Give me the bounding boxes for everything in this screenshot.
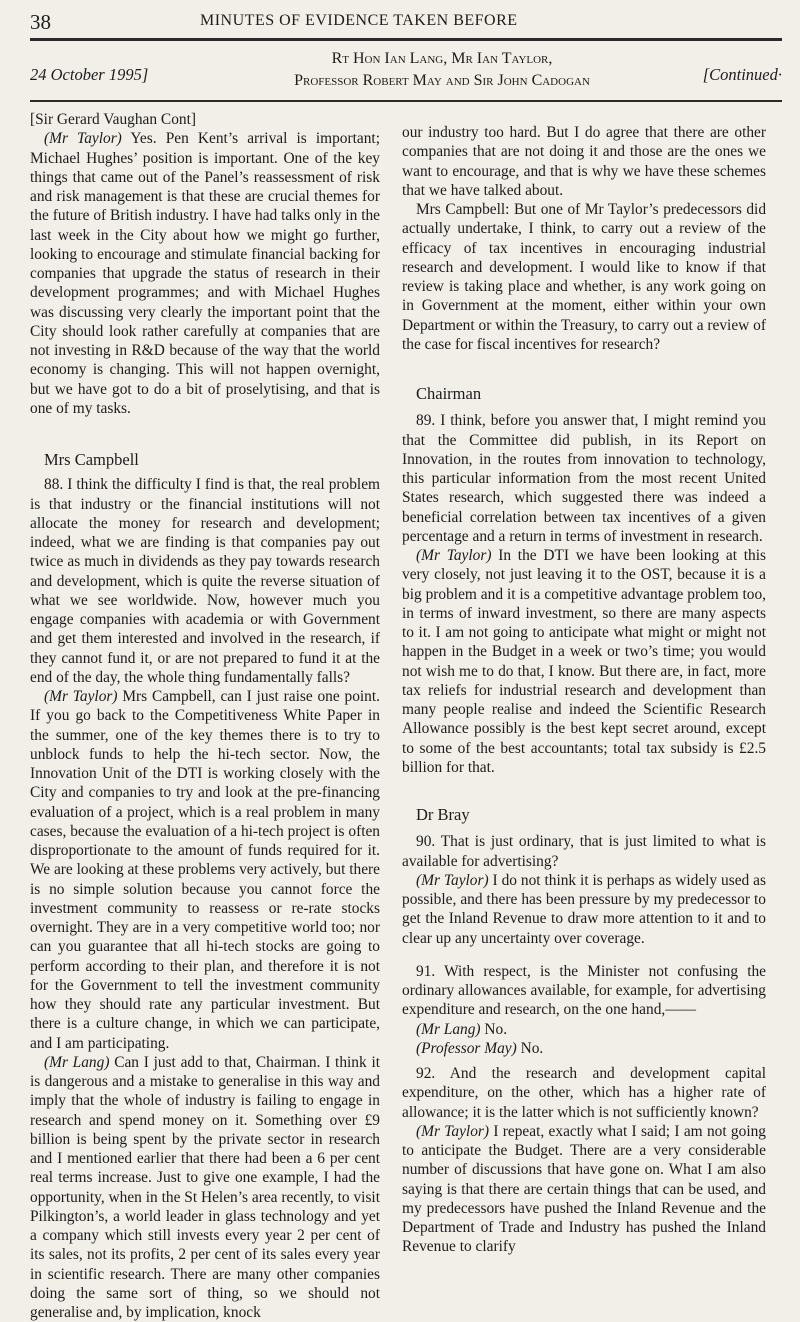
speaker-label: Mrs Campbell: bbox=[416, 201, 510, 218]
answer-90-taylor bbox=[402, 871, 766, 948]
answer-text: No. bbox=[516, 1039, 544, 1057]
question-campbell bbox=[402, 200, 766, 354]
answer-91-may bbox=[402, 1039, 766, 1058]
right-column bbox=[402, 123, 766, 1257]
speaker-label: (Mr Taylor) bbox=[416, 1122, 490, 1140]
answer-text: I repeat, exactly what I said; I am not going to anticipate the Budget. There are a very considerable number of discussions that have gone on. What I am also saying is that there are certain things that can be used, and my predecessors have pushed the Inland Revenue and the Department of Trade and Industry has pushed the Inland Revenue to clarify bbox=[402, 1122, 766, 1256]
speaker-label: (Mr Taylor) bbox=[416, 547, 492, 564]
speaker-label: (Mr Taylor) bbox=[44, 688, 118, 705]
running-head bbox=[30, 10, 782, 34]
answer-92-taylor bbox=[402, 1122, 766, 1257]
speaker-label: (Mr Taylor) bbox=[416, 871, 489, 889]
answer-text: No. bbox=[480, 1020, 508, 1038]
witness-line-2: Professor Robert May and Sir John Cadogan bbox=[294, 72, 590, 89]
question-89: 89. I think, before you answer that, I might remind you that the Committee did publish, in its Report on Innovation, in the routes from innovation to technology, this particular information from the most recent United States research, which suggested there was indeed a beneficial correlation between tax incentives of a given percentage and a return in terms of investment in research. bbox=[402, 412, 766, 545]
speaker-label: (Professor May) bbox=[416, 1039, 517, 1057]
speaker-heading-chairman: Chairman bbox=[416, 384, 482, 403]
answer-text: Yes. Pen Kent’s arrival is important; Michael Hughes’ position is important. One of the key things that came out of the Panel’s reassessment of risk and risk management is that these are crucial themes for the future of British industry. I have had talks only in the last week in the City about how we might go further, looking to encourage and stimulate financial backing for companies that upgrade the status of research in their development programmes; and with Michael Hughes was discussing very clearly the important point that the City should look rather carefully at companies that are not investing in R&D because of the way that the world economy is changing. This will not happen overnight, but we have got to do a bit of proselytising, and that is one of my tasks. bbox=[30, 130, 380, 417]
page-number: 38 bbox=[30, 10, 51, 34]
answer-text: Can I just add to that, Chairman. I think it is dangerous and a mistake to generalise in this way and imply that the whole of industry is failing to engage in research and spend money on it. Something over £9 billion is being spent by the private sector in research and I mentioned earlier that there had been a 6 per cent real terms increase. Just to give one example, I had the opportunity, when in the St Helen’s area recently, to visit Pilkington’s, a world leader in glass technology and yet a company which still invests every year 2 per cent of its sales, not its profits, 2 per cent of its sales every year in scientific research. There are many other companies doing the same sort of thing, so we should not generalise and, by implication, knock bbox=[30, 1053, 380, 1321]
left-column bbox=[30, 110, 380, 1322]
continuation-label: [Sir Gerard Vaughan Cont] bbox=[30, 111, 196, 128]
question-91: 91. With respect, is the Minister not confusing the ordinary allowances available, for example, for advertising expenditure and research, on the one hand,—— bbox=[402, 962, 766, 1019]
hearing-date: 24 October 1995] bbox=[30, 65, 149, 84]
question-90: 90. That is just ordinary, that is just limited to what is available for advertising? bbox=[402, 833, 766, 870]
answer-text: In the DTI we have been looking at this very closely, not just leaving it to the OST, because it is a big problem and it is a competitive advantage problem too, in terms of inward investment, so there are many aspects to it. I am not going to anticipate what might or might not happen in the Budget in a week or two’s time; you would not wish me to do that, I know. But there are, in fact, more tax reliefs for industrial research and development than many people realise and indeed the Scientific Research Allowance possibly is the best kept secret around, except to some of the best accountants; total tax subsidy is £2.5 billion for that. bbox=[402, 547, 766, 776]
answer-text: I do not think it is perhaps as widely used as possible, and there has been pressure by my predecessor to get the Inland Revenue to draw more attention to it and to clear up any uncertainty over coverage. bbox=[402, 871, 766, 947]
answer-88-lang bbox=[30, 1053, 380, 1322]
answer-88-taylor bbox=[30, 687, 380, 1053]
answer-91-lang bbox=[402, 1020, 766, 1039]
answer-89-taylor bbox=[402, 546, 766, 777]
answer-taylor-1 bbox=[30, 129, 380, 418]
question-text: But one of Mr Taylor’s predecessors did actually undertake, I think, to carry out a review of the efficacy of tax incentives in encouraging industrial research and development. I would like to know if that review is taking place and whether, is any work going on in Government at the moment, either within your own Department or within the Treasury, to carry out a review of the case for fiscal incentives for research? bbox=[402, 201, 767, 353]
running-title: MINUTES OF EVIDENCE TAKEN BEFORE bbox=[200, 12, 518, 29]
continued-label: [Continued· bbox=[702, 65, 782, 84]
sub-header bbox=[30, 48, 782, 96]
speaker-label: (Mr Taylor) bbox=[44, 130, 122, 148]
top-rule bbox=[30, 38, 782, 41]
continued-answer: our industry too hard. But I do agree that there are other companies that are not doing it and those are the ones we want to encourage, and that is why we have these schemes that we have talked about. bbox=[402, 124, 766, 199]
question-88: 88. I think the difficulty I find is that, the real problem is that industry or the financial institutions will not allocate the money for research and development; indeed, what we are finding is that companies pay out twice as much in dividends as they pay towards research and development, which is quite the reverse situation of what we see worldwide. Now, however much you engage companies with academia or with Government and get them interested and involved in the research, if they cannot fund it, or are not prepared to fund it at the end of the day, the whole thing fundamentally falls? bbox=[30, 476, 380, 686]
header-rule bbox=[30, 100, 782, 102]
witness-line-1: Rt Hon Ian Lang, Mr Ian Taylor, bbox=[331, 50, 553, 67]
witness-list bbox=[252, 48, 632, 92]
speaker-label: (Mr Lang) bbox=[416, 1020, 481, 1038]
speaker-label: (Mr Lang) bbox=[44, 1053, 110, 1071]
answer-text: Mrs Campbell, can I just raise one point. If you go back to the Competitiveness White Paper in the summer, one of the key themes there is to try to unblock funds to help the hi-tech sector. Now, the Innovation Unit of the DTI is working closely with the City and companies to try and look at the pre-financing evaluation of a project, which is a real problem in many cases, because the evaluation of a hi-tech project is often disproportionate to the amount of funds required for it. We are looking at these problems very actively, but there is no simple solution because you cannot force the investment community to reassess or re-rate stocks overnight. They are in a very competitive world too; nor can you guarantee that all hi-tech stocks are going to perform according to their plan, and therefore it is not for the Government to tell the investment community how they should rate any particular investment. But there is a culture change, in which we can participate, and I am participating. bbox=[30, 688, 381, 1052]
speaker-heading-campbell: Mrs Campbell bbox=[44, 450, 139, 469]
question-92: 92. And the research and development capital expenditure, on the other, which has a higher rate of allowance; it is the latter which is not sufficiently known? bbox=[402, 1065, 766, 1121]
speaker-heading-bray: Dr Bray bbox=[416, 805, 470, 824]
